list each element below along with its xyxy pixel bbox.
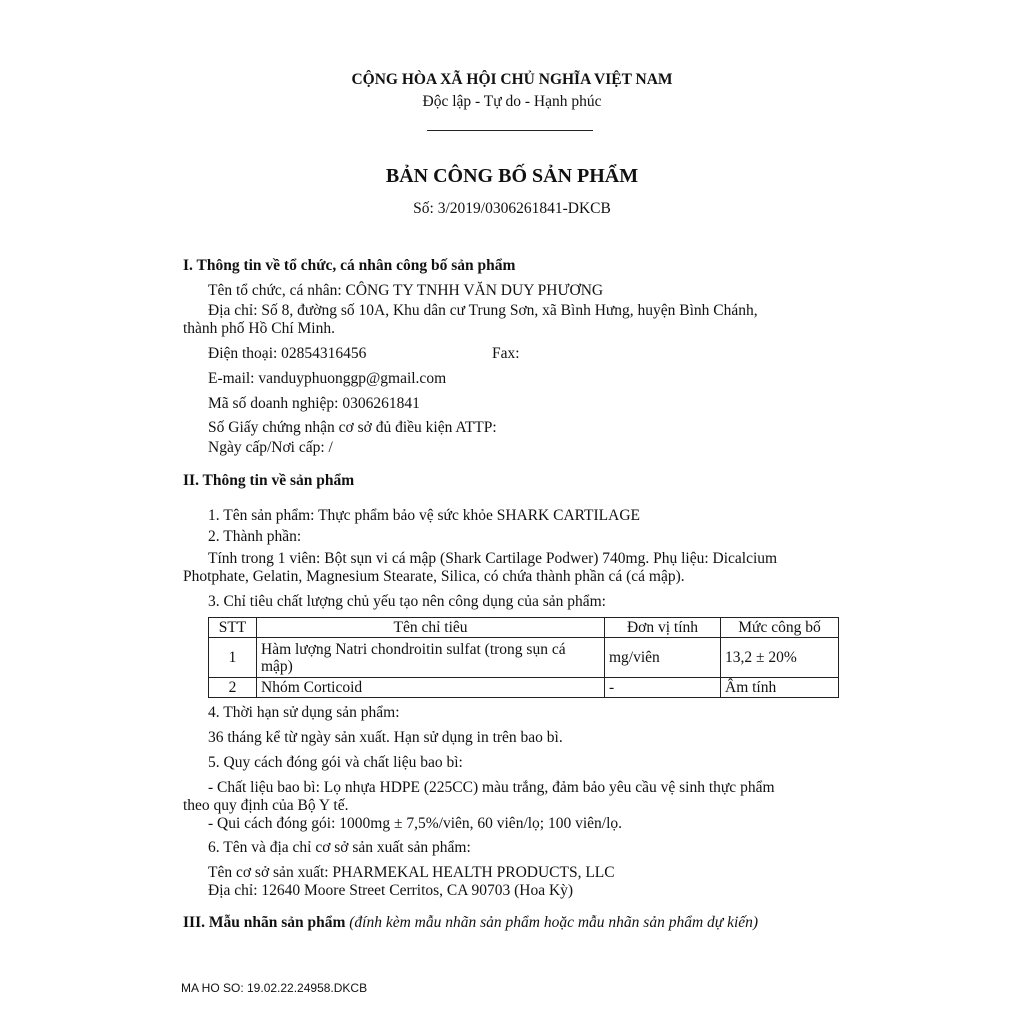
table-row (209, 678, 839, 698)
row-stt: 2 (209, 678, 257, 698)
divider (427, 130, 593, 131)
ingredients-line-2: Photphate, Gelatin, Magnesium Stearate, Silica, có chứa thành phần cá (cá mập). (183, 568, 685, 585)
file-code: MA HO SO: 19.02.22.24958.DKCB (181, 981, 368, 995)
fax: Fax: (492, 345, 520, 362)
issue-info: Ngày cấp/Nơi cấp: / (208, 439, 333, 456)
quality-table (208, 617, 839, 698)
motto: Độc lập - Tự do - Hạnh phúc (422, 93, 602, 110)
material-line-2: theo quy định của Bộ Y tế. (183, 797, 349, 814)
row-criterion: Nhóm Corticoid (257, 678, 605, 698)
section-2-heading: II. Thông tin về sản phẩm (183, 472, 355, 489)
email: E-mail: vanduyphuonggp@gmail.com (208, 370, 447, 387)
column-header: STT (209, 618, 257, 638)
manufacturer-name: Tên cơ sở sản xuất: PHARMEKAL HEALTH PRODUCTS, LLC (208, 864, 615, 881)
manufacturer-label: 6. Tên và địa chỉ cơ sở sản xuất sản phẩm: (208, 839, 471, 856)
section-3-heading (183, 914, 758, 932)
packing-spec: - Qui cách đóng gói: 1000mg ± 7,5%/viên, 60 viên/lọ; 100 viên/lọ. (208, 815, 623, 832)
row-unit: - (605, 678, 721, 698)
section-1-heading: I. Thông tin về tổ chức, cá nhân công bố sản phẩm (183, 257, 516, 274)
column-header: Mức công bố (721, 618, 839, 638)
packaging-label: 5. Quy cách đóng gói và chất liệu bao bì: (208, 754, 463, 771)
section-3-note: (đính kèm mẫu nhãn sản phẩm hoặc mẫu nhãn sản phẩm dự kiến) (349, 914, 759, 931)
row-stt: 1 (209, 638, 257, 678)
row-criterion (257, 638, 605, 678)
quality-criteria-label: 3. Chỉ tiêu chất lượng chủ yếu tạo nên công dụng của sản phẩm: (208, 593, 606, 610)
tax-code: Mã số doanh nghiệp: 0306261841 (208, 395, 420, 412)
material-line-1: - Chất liệu bao bì: Lọ nhựa HDPE (225CC) màu trắng, đảm bảo yêu cầu vệ sinh thực phẩm (208, 779, 775, 796)
food-safety-cert: Số Giấy chứng nhận cơ sở đủ điều kiện ATTP: (208, 419, 497, 436)
shelf-life: 36 tháng kể từ ngày sản xuất. Hạn sử dụng in trên bao bì. (208, 729, 563, 746)
org-name: Tên tổ chức, cá nhân: CÔNG TY TNHH VĂN DUY PHƯƠNG (208, 282, 604, 299)
nation-heading: CỘNG HÒA XÃ HỘI CHỦ NGHĨA VIỆT NAM (351, 71, 673, 88)
row-level: Âm tính (721, 678, 839, 698)
row-level: 13,2 ± 20% (721, 638, 839, 678)
manufacturer-address: Địa chỉ: 12640 Moore Street Cerritos, CA 90703 (Hoa Kỳ) (208, 882, 574, 899)
column-header: Tên chỉ tiêu (257, 618, 605, 638)
table-row (209, 638, 839, 678)
document-number: Số: 3/2019/0306261841-DKCB (413, 200, 611, 217)
ingredients-line-1: Tính trong 1 viên: Bột sụn vi cá mập (Shark Cartilage Podwer) 740mg. Phụ liệu: Dicalcium (208, 550, 778, 567)
shelf-life-label: 4. Thời hạn sử dụng sản phẩm: (208, 704, 400, 721)
row-criterion-line-2: mập) (261, 657, 293, 675)
address-line-2: thành phố Hồ Chí Minh. (183, 320, 335, 337)
page-title: BẢN CÔNG BỐ SẢN PHẨM (385, 165, 639, 187)
product-name: 1. Tên sản phẩm: Thực phẩm bảo vệ sức khỏe SHARK CARTILAGE (208, 507, 641, 524)
ingredients-label: 2. Thành phần: (208, 528, 302, 545)
table-header-row (209, 618, 839, 638)
row-unit: mg/viên (605, 638, 721, 678)
row-criterion-line-1: Hàm lượng Natri chondroitin sulfat (trong sụn cá (261, 640, 566, 658)
column-header: Đơn vị tính (605, 618, 721, 638)
address-line-1: Địa chỉ: Số 8, đường số 10A, Khu dân cư Trung Sơn, xã Bình Hưng, huyện Bình Chánh, (208, 302, 758, 319)
phone: Điện thoại: 02854316456 (208, 345, 367, 362)
section-3-title: III. Mẫu nhãn sản phẩm (183, 914, 346, 931)
